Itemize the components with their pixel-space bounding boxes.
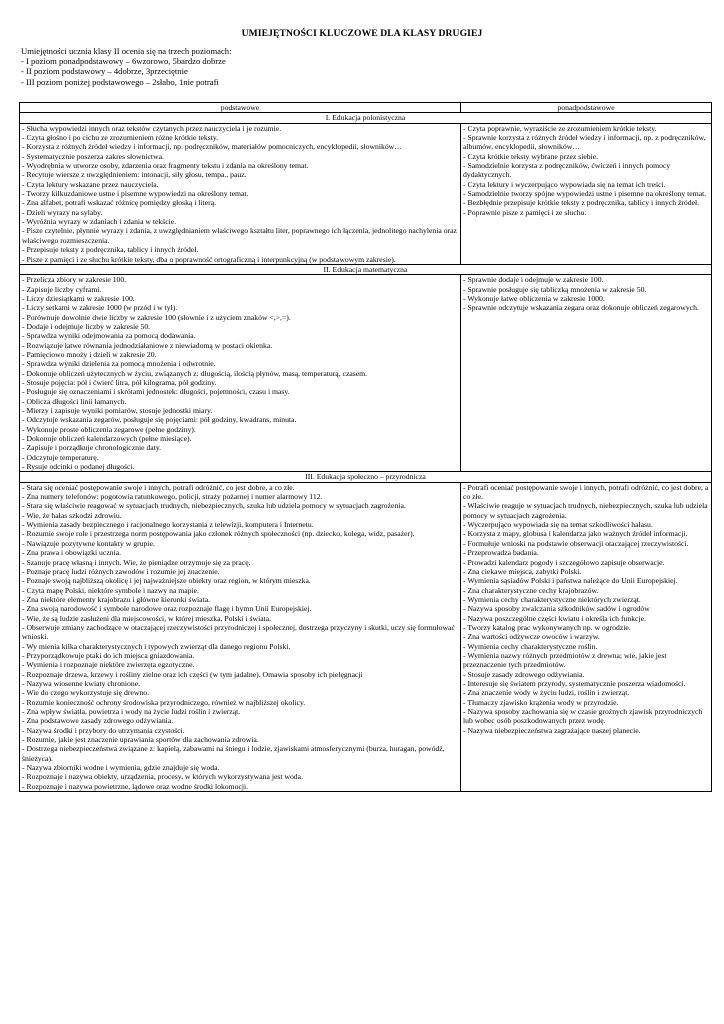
skill-item: - Wymienia cechy charakterystyczne niektórych zwierząt. (463, 594, 641, 604)
skill-item: - Wykonuje łatwe obliczenia w zakresie 1000. (463, 293, 605, 303)
skill-item: - Tłumaczy zjawisko krążenia wody w przyrodzie. (463, 697, 619, 707)
skill-item: - Rozumie, jakie jest znaczenie uprawiania sportów dla zachowania zdrowia. (22, 735, 259, 745)
skill-item: - Zna znaczenie wody w życiu ludzi, roślin i zwierząt. (463, 688, 630, 698)
skill-item: - Zna charakterystyczne cechy krajobrazów. (463, 585, 599, 595)
skill-item: - Korzysta z różnych źródeł wiedzy i informacji, np. podręczników, materiałów pomocniczych, encyklopedii, słowników… (22, 142, 402, 152)
skill-item: - Obserwuje zmiany zachodzące w otaczającej rzeczywistości przyrodniczej i społecznej, dostrzega przyczyny i skutki, uczy się formułować wnioski. (22, 622, 455, 642)
table-body (20, 113, 712, 792)
skill-item: - Nazywa poszczególne części kwiatu i określa ich funkcje. (463, 613, 646, 623)
skill-item: - Wymienia cechy charakterystyczne roślin. (463, 641, 598, 651)
skill-item: - Oblicza długości linii łamanych. (22, 396, 127, 406)
intro-level: - II poziom podstawowy – 4dobrze, 3przeciętnie (21, 66, 188, 77)
skill-item: - Czyta lektury i wyczerpująco wypowiada się na temat ich treści. (463, 179, 666, 189)
skill-item: - Wykonuje proste obliczenia zegarowe (pełne godziny). (22, 424, 196, 434)
advanced-skills-cell (461, 275, 712, 472)
skill-item: - Wie do czego wykorzystuje się drewno. (22, 688, 149, 698)
skill-item: - Sprawnie korzysta z różnych źródeł wiedzy i informacji, np. z podręczników, albumów, encyklopedii, słowników… (463, 133, 706, 152)
skill-item: - Dokonuje obliczeń użytecznych w życiu, związanych z: długością, ilością płynów, masą, temperaturą, czasem. (22, 368, 368, 378)
skill-item: - Dokonuje obliczeń kalendarzowych (pełne miesiące). (22, 434, 192, 444)
skill-item: - Rozpoznaje i nazywa obiekty, urządzenia, procesy, w których wykorzystywana jest woda. (22, 772, 303, 782)
basic-skills-cell (20, 275, 461, 472)
skills-table (19, 102, 712, 792)
basic-skills-cell (20, 123, 461, 264)
skill-item: - Rozumie swoje role i przestrzega norm postępowania jako członek różnych społeczności (np. dziecko, kolega, widz, pasażer). (22, 529, 415, 539)
section-title-row (20, 472, 712, 482)
table-header-row (20, 103, 712, 113)
skill-item: - Zna ciekawe miejsca, zabytki Polski. (463, 566, 582, 576)
skill-item: - Nazywa zbiorniki wodne i wymienia, gdzie znajduje się woda. (22, 763, 220, 773)
skill-item: - Wie, że są ludzie zasłużeni dla miejscowości, w której mieszka, Polski i świata. (22, 613, 272, 623)
skill-item: - Poprawnie pisze z pamięci i ze słuchu. (463, 207, 587, 217)
skill-item: - Zna alfabet, potrafi wskazać różnicę pomiędzy głoską i literą. (22, 198, 217, 208)
skill-item: - Bezbłędnie przepisuje krótkie teksty z podręcznika, tablicy i innych źródeł. (463, 198, 700, 208)
page-title: UMIEJĘTNOŚCI KLUCZOWE DLA KLASY DRUGIEJ (241, 28, 483, 39)
skill-item: - Zna niektóre elementy krajobrazu i główne kierunki świata. (22, 594, 211, 604)
advanced-skills-cell (461, 482, 712, 791)
skill-item: - Prowadzi kalendarz pogody i szczegółowo zapisuje obserwacje. (463, 557, 665, 567)
basic-skills-cell (20, 482, 461, 791)
skill-item: - Sprawnie posługuje się tabliczką mnożenia w zakresie 50. (463, 284, 647, 294)
skill-item: - Nazywa sposoby zachowania się w czasie groźnych zjawisk przyrodniczych lub wobec osób poszkodowanych przez wodę. (463, 707, 703, 726)
advanced-skills-cell (461, 123, 712, 264)
skill-item: - Nazywa niebezpieczeństwa zagrażające naszej planecie. (463, 725, 641, 735)
skill-item: - Tworzy kilkuzdaniowe ustne i pisemne wypowiedzi na określony temat. (22, 189, 249, 199)
skill-item: - Tworzy katalog prac wykonywanych np. w ogrodzie. (463, 622, 631, 632)
section-content-row (20, 123, 712, 264)
skill-item: - Odczytuje temperaturę. (22, 452, 99, 462)
skill-item: - Zna wpływ światła, powietrza i wody na życie ludzi roślin i zwierząt. (22, 707, 241, 716)
skill-item: - Nazywa sposoby zwalczania szkodników sadów i ogrodów (463, 604, 650, 614)
skill-item: - Rozpoznaje i nazywa powietrzne, lądowe oraz wodne środki lokomocji. (22, 781, 249, 791)
skill-item: - Pamięciowo mnoży i dzieli w zakresie 20. (22, 349, 157, 359)
section-title-row (20, 264, 712, 274)
skill-item: - Korzysta z mapy, globusa i kalendarza jako ważnych źródeł informacji. (463, 529, 688, 539)
skill-item: - Sprawnie dodaje i odejmuje w zakresie 100. (463, 275, 604, 285)
section-content-row (20, 275, 712, 472)
skill-item: - Dostrzega niebezpieczeństwa związane z: kapielą, zabawami na śniegu i lodzie, zjawiskami atmosferycznymi (burza, huragan, powódź, śnieżyca). (22, 744, 445, 763)
intro-heading: Umiejętności ucznia klasy II ocenia się na trzech poziomach: (21, 46, 232, 56)
skill-item: - Wie, że hałas szkodzi zdrowiu. (22, 510, 122, 520)
skill-item: - Mierzy i zapisuje wyniki pomiarów, stosuje jednostki miary. (22, 406, 213, 415)
skill-item: - Pisze czytelnie, płynnie wyrazy i zdania, z uwzględnianiem właściwego kształtu liter, poprawnego ich łączenia, jednolitego nachylenia oraz właściwego rozmieszczenia. (22, 226, 457, 245)
skill-item: - Zna numery telefonów: pogotowia ratunkowego, policji, straży pożarnej i numer alarmowy 112. (22, 492, 323, 502)
skill-item: - Recytuje wiersze z uwzględnieniem: intonacji, siły głosu, tempa., pauz. (22, 170, 247, 180)
skill-item: - Stosuje zasady zdrowego odżywiania. (463, 669, 585, 679)
skill-item: - Zna swoją narodowość i symbole narodowe oraz rozpoznaje flagę i hymn Unii Europejskiej. (22, 604, 312, 614)
skill-item: - Samodzielnie korzysta z podręczników, ćwiczeń i innych pomocy dydaktycznych. (463, 161, 671, 180)
skill-item: - Interesuje się światem przyrody, systematycznie poszerza wiadomości. (463, 678, 686, 688)
section-title: II. Edukacja matematyczna (20, 264, 712, 274)
skill-item: - Zapisuje liczby cyframi. (22, 284, 102, 294)
skill-item: - Dodaje i odejmuje liczby w zakresie 50. (22, 321, 151, 331)
skill-item: - Szanuje pracę własną i innych. Wie, że pieniądze otrzymuje się za pracę. (22, 557, 251, 567)
skill-item: - Rozwiązuje łatwe równania jednodziałaniowe z niewiadomą w postaci okienka. (22, 340, 273, 350)
intro-level: - III poziom poniżej podstawowego – 2słabo, 1nie potrafi (21, 76, 219, 87)
skill-item: - Odczytuje wskazania zegarów, posługuje się pojęciami: pół godziny, kwadrans, minuta. (22, 415, 297, 425)
skill-item: - Wymienia sąsiadów Polski i państwa należące do Unii Europejskiej. (463, 576, 678, 586)
skill-item: - Wy mienia kilka charakterystycznych i typowych zwierząt dla danego regionu Polski. (22, 641, 291, 651)
skill-item: - Przyporządkowuje ptaki do ich miejsca gniazdowania. (22, 650, 195, 660)
intro-block (21, 46, 231, 87)
skill-item: - Zna wartości odżywcze owoców i warzyw. (463, 632, 600, 642)
skill-item: - Przelicza zbiory w zakresie 100. (22, 275, 127, 285)
skill-item: - Potrafi oceniać postępowanie swoje i innych, potrafi odróżnić, co jest dobre, a co złe. (463, 482, 709, 502)
skill-item: - Rozpoznaje drzewa, krzewy i rośliny zielne oraz ich części (w tym jadalne). Omawia sposoby ich pielęgnacji (22, 669, 363, 679)
skill-item: - Właściwie reaguje w sytuacjach trudnych, niebezpiecznych, szuka lub udziela pomocy w sytuacjach zagrożenia. (463, 501, 708, 520)
section-content-row (20, 482, 712, 791)
skill-item: - Czyta krótkie teksty wybrane przez siebie. (463, 151, 599, 161)
skill-item: - Czyta poprawnie, wyraziście ze zrozumieniem krótkie teksty. (463, 123, 657, 133)
skill-item: - Nazywa środki i przybory do utrzymania czystości. (22, 725, 185, 735)
section-title: III. Edukacja społeczno – przyrodnicza (20, 472, 712, 482)
skill-item: - Sprawdza wyniki dzielenia za pomocą mnożenia i odwrotnie. (22, 359, 216, 369)
intro-level: - I poziom ponadpodstawowy – 6wzorowo, 5bardzo dobrze (21, 56, 226, 67)
skill-item: - Wymienia i rozpoznaje niektóre zwierzęta egzotyczne. (22, 660, 195, 670)
skill-item: - Zapisuje i porządkuje chronologicznie daty. (22, 443, 162, 453)
skill-item: - Czyta mapę Polski, niektóre symbole i nazwy na mapie. (22, 585, 199, 595)
skill-item: - Wymienia zasady bezpiecznego i racjonalnego korzystania z telewizji, komputera i Internetu. (22, 520, 314, 530)
skill-item: - Systematycznie poszerza zakres słownictwa. (22, 151, 164, 161)
section-title: I. Edukacja polonistyczna (20, 113, 712, 123)
skill-item: - Przeprowadza badania. (463, 548, 539, 558)
skill-item: - Rozumie konieczność ochrony środowiska przyrodniczego, również w najbliższej okolicy. (22, 697, 306, 707)
skill-item: - Czyta lektury wskazane przez nauczyciela. (22, 179, 159, 189)
skill-item: - Stosuje pojęcia: pół i ćwierć litra, pół kilograma, pół godziny. (22, 377, 217, 387)
skill-item: - Porównuje dowolnie dwie liczby w zakresie 100 (słownie i z użyciem znaków <,>,=). (22, 312, 291, 322)
skill-item: - Dzieli wyrazy na sylaby. (22, 207, 103, 217)
header-basic: podstawowe (20, 103, 461, 113)
skill-item: - Liczy setkami w zakresie 1000 (w przód i w tył). (22, 303, 178, 313)
skill-item: - Nazywa wiosenne kwiaty chronione. (22, 678, 141, 688)
skill-item: - Przepisuje teksty z podręcznika, tablicy i innych źródeł. (22, 245, 199, 255)
skill-item: - Wyczerpująco wypowiada się na temat szkodliwości hałasu. (463, 520, 653, 530)
skill-item: - Formułuje wnioski na podstawie obserwacji otaczającej rzeczywistości. (463, 538, 689, 548)
skill-item: - Zna podstawowe zasady zdrowego odżywiania. (22, 716, 174, 726)
section-title-row (20, 113, 712, 123)
skill-item: - Zna prawa i obowiązki ucznia. (22, 548, 122, 558)
skill-item: - Czyta głośno i po cichu ze zrozumieniem różne krótkie teksty. (22, 133, 219, 143)
skill-item: - Samodzielnie tworzy spójne wypowiedzi ustne i pisemne na określony temat. (463, 189, 707, 199)
skill-item: - Stara się właściwie reagować w sytuacjach trudnych, niebezpiecznych, szuka lub udziela pomocy w sytuacjach zagrożenia. (22, 501, 406, 511)
header-advanced: ponadpodstawowe (461, 103, 712, 113)
skill-item: - Rysuje odcinki o podanej długości. (22, 462, 135, 472)
skill-item: - Wyodrębnia w utworze osoby, zdarzenia oraz fragmenty tekstu i zdania na określony temat. (22, 161, 309, 171)
skill-item: - Sprawdza wyniki odejmowania za pomocą dodawania. (22, 331, 196, 341)
skill-item: - Wyróżnia wyrazy w zdaniach i zdania w tekście. (22, 217, 177, 227)
skill-item: - Poznaje swoją najbliższą okolicę i jej najważniejsze obiekty oraz region, w którym mieszka. (22, 576, 311, 586)
skill-item: - Sprawnie odczytuje wskazania zegara oraz dokonuje obliczeń zegarowych. (463, 303, 699, 313)
skill-item: - Słucha wypowiedzi innych oraz tekstów czytanych przez nauczyciela i je rozumie. (22, 123, 282, 133)
skill-item: - Liczy dziesiątkami w zakresie 100. (22, 293, 135, 303)
skill-item: - Nawiązuje pozytywne kontakty w grupie. (22, 538, 155, 548)
skill-item: - Pisze z pamięci i ze słuchu krótkie teksty, dba o poprawność ortograficzną i interpunkcyjną (w podstawowym zakresie). (22, 254, 396, 264)
skill-item: - Posługuje się oznaczeniami i skrótami jednostek: długości, pojemności, czasu i masy. (22, 387, 290, 397)
skill-item: - Stara się oceniać postępowanie swoje i innych, potrafi odróżnić, co jest dobre, a co złe. (22, 482, 295, 492)
skill-item: - Poznaje pracę ludzi różnych zawodów i rozumie jej znaczenie. (22, 566, 220, 576)
skill-item: - Wymienia nazwy różnych przedmiotów z drewna; wie, jakie jest przeznaczenie tych przedmiotów. (463, 650, 667, 670)
